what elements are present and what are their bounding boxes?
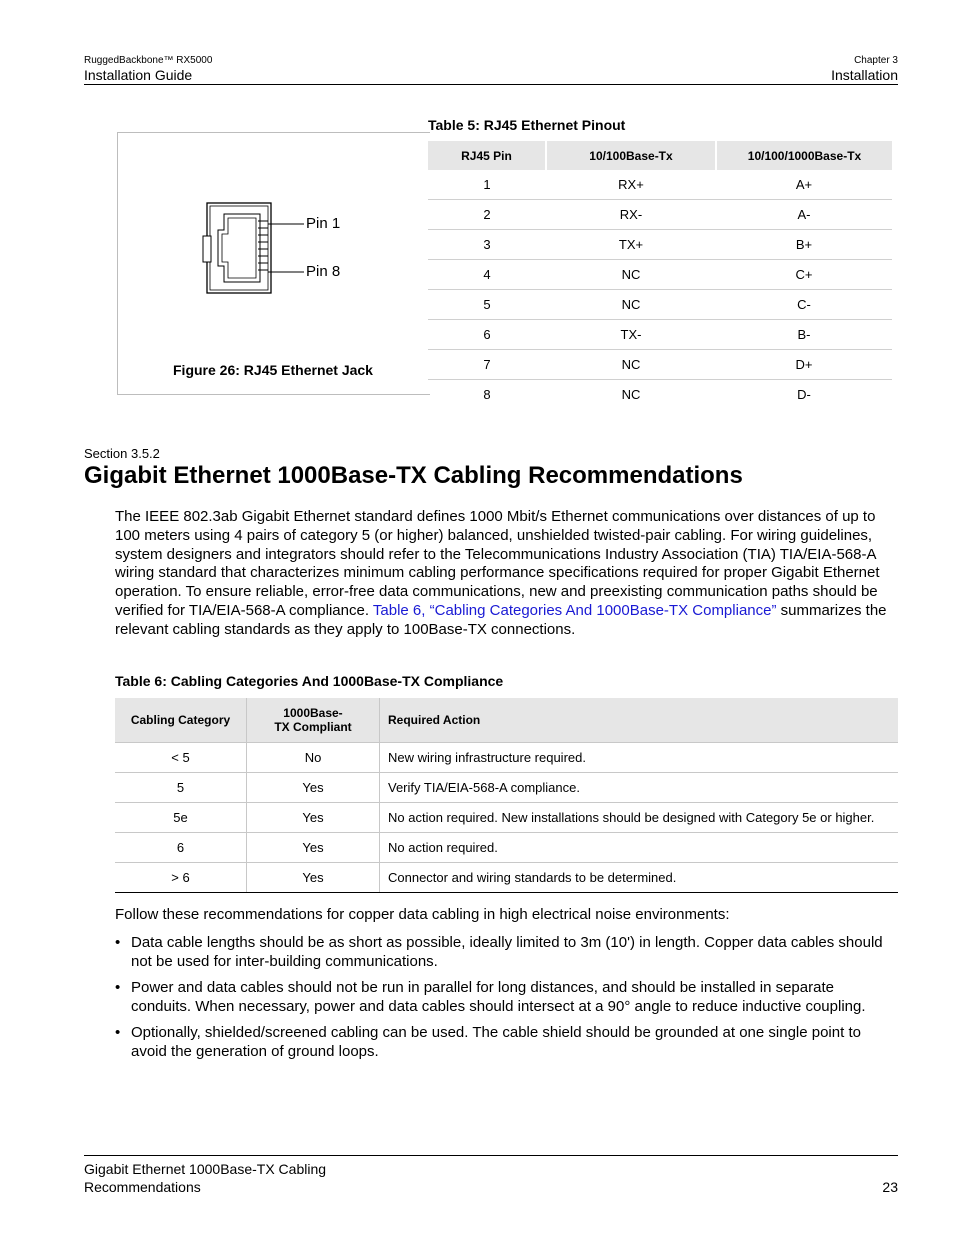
- intro-text-end: summarizes the relevant cabling standards as they apply to 100Base-TX connections.: [115, 601, 887, 638]
- signal-cell: RX+: [546, 170, 716, 200]
- footer-title-line1: Gigabit Ethernet 1000Base-TX Cabling: [84, 1161, 327, 1177]
- table-row: [115, 803, 898, 833]
- bullet-marker: •: [115, 1024, 121, 1041]
- table6-header-category: Cabling Category: [115, 698, 247, 743]
- signal-cell: NC: [546, 260, 716, 290]
- compliant-cell: Yes: [247, 773, 380, 803]
- table5-header-10-100-1000: 10/100/1000Base-Tx: [716, 141, 892, 170]
- header-chapter-title: Installation: [831, 67, 898, 83]
- signal-cell: NC: [546, 350, 716, 380]
- table-row: [428, 380, 892, 410]
- signal-cell: NC: [546, 290, 716, 320]
- header-compliant-line1: 1000Base-: [283, 706, 343, 720]
- table-row: [428, 170, 892, 200]
- header-chapter: Chapter 3: [854, 55, 898, 66]
- bullet-marker: •: [115, 979, 121, 996]
- recommendations-intro: Follow these recommendations for copper data cabling in high electrical noise environments:: [115, 906, 730, 923]
- section-number: Section 3.5.2: [84, 446, 160, 461]
- table-row: [428, 290, 892, 320]
- category-cell: < 5: [115, 743, 247, 773]
- category-cell: 6: [115, 833, 247, 863]
- compliant-cell: Yes: [247, 803, 380, 833]
- bullet-text: Optionally, shielded/screened cabling can be used. The cable shield should be grounded at one single point to avoid the generation of ground loops.: [131, 1024, 861, 1060]
- table6-cross-reference-link[interactable]: Table 6, “Cabling Categories And 1000Base-TX Compliance”: [372, 601, 777, 619]
- pin-cell: 8: [483, 387, 491, 402]
- signal-cell: B-: [716, 320, 892, 350]
- action-cell: No action required. New installations should be designed with Category 5e or higher.: [380, 803, 899, 833]
- pin-cell: 7: [428, 350, 546, 380]
- header-guide-title: Installation Guide: [84, 67, 193, 83]
- pin-cell: 4: [428, 260, 546, 290]
- signal-cell: RX-: [546, 200, 716, 230]
- category-cell: > 6: [115, 863, 247, 893]
- pin-cell: 2: [428, 200, 546, 230]
- table-row: [428, 230, 892, 260]
- rj45-pinout-table: [428, 141, 892, 409]
- footer-title-line2: Recommendations: [84, 1179, 201, 1195]
- compliant-cell: No: [247, 743, 380, 773]
- action-cell: New wiring infrastructure required.: [380, 743, 899, 773]
- table5-header-pin: RJ45 Pin: [428, 141, 546, 170]
- compliant-cell: Yes: [247, 833, 380, 863]
- intro-text: The IEEE 802.3ab Gigabit Ethernet standard defines 1000 Mbit/s Ethernet communications over distances of up to 100 meters using 4 pairs of category 5 (or higher) balanced, unshielded twisted-pair cabling. For wiring guidelines, system designers and integrators should refer to the Telecommunications Industry Association (TIA) TIA/EIA-568-A wiring standard that characterizes minimum cabling performance specifications required for proper Gigabit Ethernet operation. To ensure reliable, error-free data communications, new and preexisting communication paths should be verified for TIA/EIA-568-A compliance.: [115, 508, 880, 619]
- table6-header-action: Required Action: [380, 698, 899, 743]
- rj45-jack-diagram: [200, 196, 360, 300]
- page-number: 23: [882, 1179, 898, 1195]
- signal-cell: B+: [716, 230, 892, 260]
- signal-cell: A+: [716, 170, 892, 200]
- table-row: [115, 833, 898, 863]
- footer-rule: [84, 1155, 898, 1156]
- pin-cell: 3: [428, 230, 546, 260]
- header-product: RuggedBackbone™ RX5000: [84, 55, 213, 66]
- pin8-label: Pin 8: [306, 263, 341, 280]
- action-cell: No action required.: [380, 833, 899, 863]
- signal-cell: D-: [797, 387, 811, 402]
- bullet-text: Power and data cables should not be run in parallel for long distances, and should be installed in separate conduits. When necessary, power and data cables should intersect at a 90° angle to reduce inductive coupling.: [131, 979, 866, 1015]
- bullet-marker: •: [115, 934, 121, 951]
- table-row: [115, 773, 898, 803]
- table5-caption: Table 5: RJ45 Ethernet Pinout: [428, 117, 626, 133]
- signal-cell: NC: [621, 387, 641, 402]
- table5-header-10-100: 10/100Base-Tx: [546, 141, 716, 170]
- figure-caption: Figure 26: RJ45 Ethernet Jack: [173, 362, 373, 378]
- action-cell: Verify TIA/EIA-568-A compliance.: [380, 773, 899, 803]
- signal-cell: C-: [716, 290, 892, 320]
- category-cell: 5e: [115, 803, 247, 833]
- category-cell: 5: [115, 773, 247, 803]
- cabling-categories-table: [115, 698, 898, 893]
- pin-cell: 6: [428, 320, 546, 350]
- signal-cell: A-: [716, 200, 892, 230]
- pin-cell: 1: [428, 170, 546, 200]
- signal-cell: TX-: [546, 320, 716, 350]
- table-row: [428, 350, 892, 380]
- signal-cell: D+: [716, 350, 892, 380]
- table-row: [428, 200, 892, 230]
- footer-section-title: [84, 1160, 326, 1196]
- pin1-label: Pin 1: [306, 215, 341, 232]
- table6-header-compliant: [247, 698, 380, 743]
- table-row: [115, 863, 898, 893]
- signal-cell: TX+: [546, 230, 716, 260]
- signal-cell: C+: [716, 260, 892, 290]
- pin-cell: 5: [428, 290, 546, 320]
- action-cell: Connector and wiring standards to be determined.: [380, 863, 899, 893]
- compliant-cell: Yes: [247, 863, 380, 893]
- section-title: Gigabit Ethernet 1000Base-TX Cabling Recommendations: [84, 462, 743, 489]
- table6-caption: Table 6: Cabling Categories And 1000Base-TX Compliance: [115, 673, 504, 689]
- header-compliant-line2: TX Compliant: [274, 720, 352, 734]
- bullet-text: Data cable lengths should be as short as possible, ideally limited to 3m (10') in length. Copper data cables should not be used for inter-building communications.: [131, 934, 883, 970]
- intro-paragraph: [115, 508, 898, 639]
- table-row: [428, 260, 892, 290]
- table-row: [115, 743, 898, 773]
- table-row: [428, 320, 892, 350]
- header-rule: [84, 84, 898, 85]
